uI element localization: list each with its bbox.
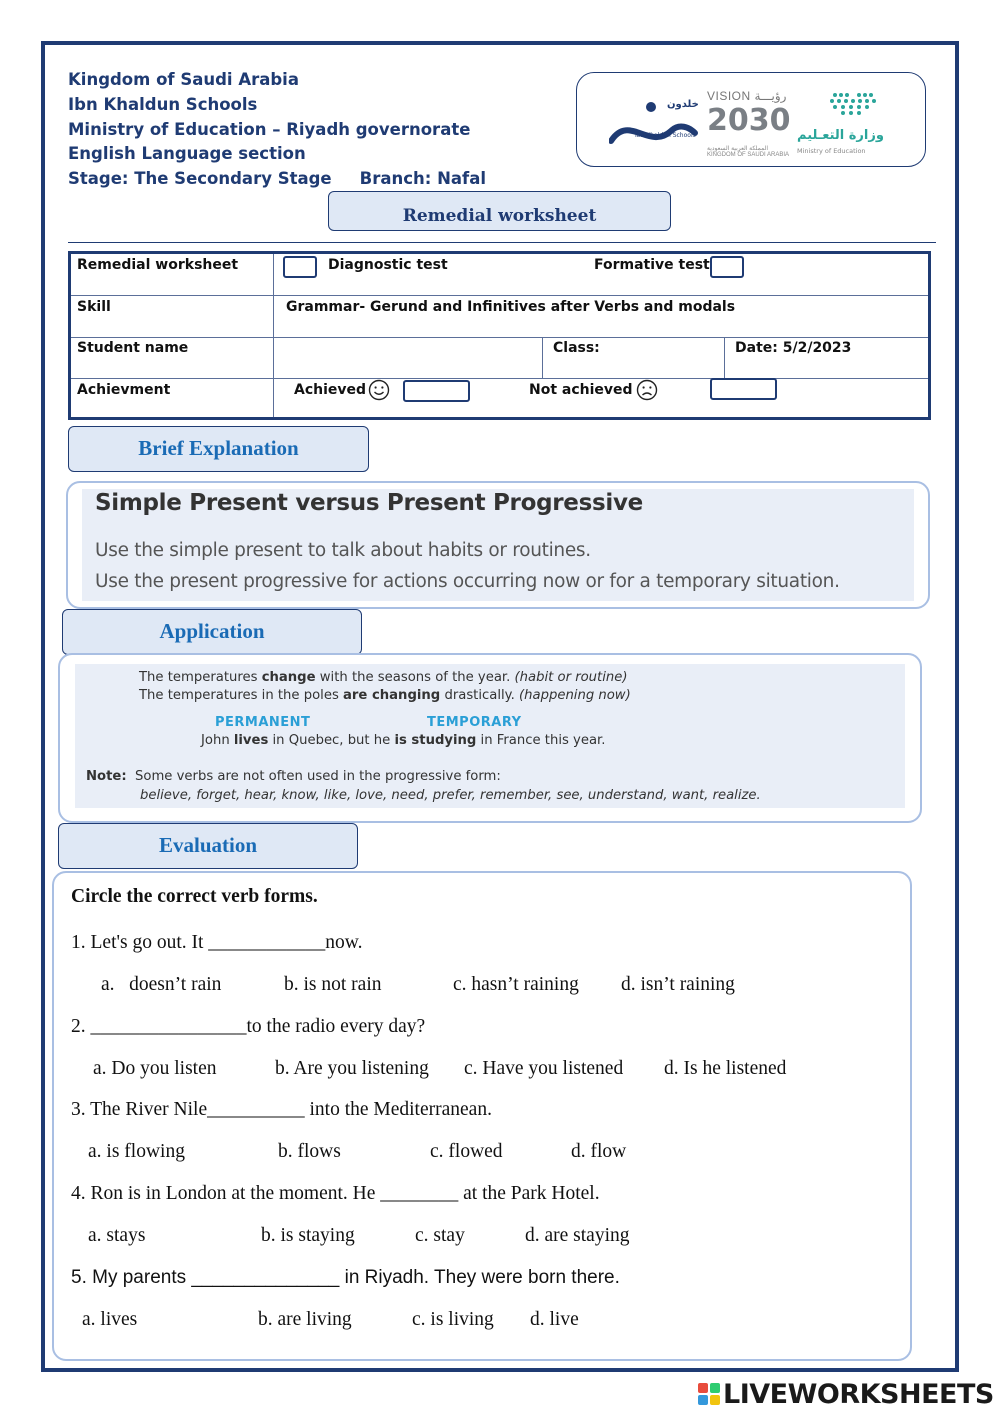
- q1-option-c[interactable]: c. hasn’t raining: [453, 974, 579, 995]
- vision-title: VISION رؤيـــة: [707, 89, 787, 103]
- moe-en: Ministry of Education: [797, 147, 866, 155]
- class-label: Class:: [553, 340, 600, 356]
- q5-option-d[interactable]: d. live: [530, 1309, 579, 1330]
- question-5: 5. My parents ______________ in Riyadh. They were born there.: [71, 1267, 620, 1288]
- application-header: Application: [62, 609, 362, 655]
- table-row-divider: [71, 295, 928, 296]
- q1-option-b[interactable]: b. is not rain: [284, 974, 382, 995]
- stage-text: Stage: The Secondary Stage: [68, 169, 332, 189]
- not-achieved-label: Not achieved: [529, 382, 633, 398]
- q4-option-b[interactable]: b. is staying: [261, 1225, 355, 1246]
- vision-2030-logo: [707, 89, 797, 158]
- label-temporary: TEMPORARY: [427, 715, 522, 730]
- row-label-student: Student name: [77, 340, 189, 356]
- q5-option-a[interactable]: a. lives: [82, 1309, 138, 1330]
- label-permanent: PERMANENT: [215, 715, 311, 730]
- branch-text: Branch: Nafal: [359, 169, 487, 189]
- info-table: [68, 251, 931, 420]
- brief-explanation-header: Brief Explanation: [68, 426, 369, 472]
- application-example-3: John lives in Quebec, but he is studying in France this year.: [201, 733, 606, 748]
- q4-option-a[interactable]: a. stays: [88, 1225, 146, 1246]
- logos-panel: [576, 72, 926, 167]
- liveworksheets-brand: LIVEWORKSHEETS: [723, 1378, 994, 1410]
- formative-label: Formative test: [594, 257, 710, 273]
- q5-option-c[interactable]: c. is living: [412, 1309, 494, 1330]
- school-header: [68, 68, 486, 192]
- evaluation-header: Evaluation: [58, 823, 358, 869]
- q4-option-d[interactable]: d. are staying: [525, 1225, 630, 1246]
- ministry-of-education-logo: [795, 87, 905, 157]
- ibn-khaldun-logo-en: Ibn Khaldun Schools: [635, 132, 696, 139]
- liveworksheets-logo[interactable]: [698, 1379, 994, 1409]
- row-label-achievement: Achievment: [77, 382, 171, 398]
- table-col-divider: [273, 254, 274, 417]
- skill-value: Grammar- Gerund and Infinitives after Verbs and modals: [286, 299, 736, 315]
- date-label: Date: 5/2/2023: [735, 340, 852, 356]
- header-separator: [68, 242, 936, 243]
- question-1: 1. Let's go out. It ____________now.: [71, 932, 363, 953]
- mark-square: [698, 1395, 708, 1405]
- q1-option-d[interactable]: d. isn’t raining: [621, 974, 735, 995]
- table-row-divider: [71, 337, 928, 338]
- table-col-divider: [542, 337, 543, 378]
- not-achieved-checkbox[interactable]: [710, 378, 777, 400]
- application-example-1: The temperatures change with the seasons of the year. (habit or routine): [139, 670, 628, 685]
- header-line-school: Ibn Khaldun Schools: [68, 94, 258, 114]
- q2-option-b[interactable]: b. Are you listening: [275, 1058, 429, 1079]
- question-4: 4. Ron is in London at the moment. He ________ at the Park Hotel.: [71, 1183, 600, 1204]
- table-col-divider: [724, 337, 725, 378]
- vision-year: 2030: [707, 103, 791, 138]
- mark-square: [710, 1395, 720, 1405]
- q4-option-c[interactable]: c. stay: [415, 1225, 465, 1246]
- vision-sub: المملكة العربية السعودية KINGDOM OF SAUDI ARABIA: [707, 146, 790, 158]
- diagnostic-checkbox[interactable]: [283, 256, 317, 278]
- question-3: 3. The River Nile__________ into the Mediterranean.: [71, 1099, 492, 1120]
- mark-square: [710, 1383, 720, 1393]
- formative-checkbox[interactable]: [710, 256, 744, 278]
- q2-option-a[interactable]: a. Do you listen: [93, 1058, 217, 1079]
- q3-option-a[interactable]: a. is flowing: [88, 1141, 185, 1162]
- q5-option-b[interactable]: b. are living: [258, 1309, 352, 1330]
- remedial-worksheet-title: Remedial worksheet: [328, 191, 671, 231]
- row-label-skill: Skill: [77, 299, 111, 315]
- header-line-ministry: Ministry of Education – Riyadh governorate: [68, 119, 471, 139]
- diagnostic-label: Diagnostic test: [328, 257, 448, 273]
- application-example-2: The temperatures in the poles are changing drastically. (happening now): [139, 688, 631, 703]
- explanation-line-2: Use the present progressive for actions occurring now or for a temporary situation.: [95, 571, 840, 592]
- q3-option-b[interactable]: b. flows: [278, 1141, 341, 1162]
- row-label-remedial: Remedial worksheet: [77, 257, 239, 273]
- q3-option-c[interactable]: c. flowed: [430, 1141, 503, 1162]
- mark-square: [698, 1383, 708, 1393]
- header-line-stage: [68, 167, 486, 192]
- liveworksheets-mark-icon: [698, 1383, 720, 1405]
- q2-option-d[interactable]: d. Is he listened: [664, 1058, 787, 1079]
- moe-ar: وزارة التعـليم: [797, 128, 884, 143]
- explanation-line-1: Use the simple present to talk about habits or routines.: [95, 540, 591, 561]
- sad-face-icon: [636, 379, 658, 401]
- ibn-khaldun-logo-ar: خلدون: [667, 99, 699, 110]
- achieved-label: Achieved: [294, 382, 367, 398]
- ibn-khaldun-logo: [609, 93, 699, 155]
- question-2: 2. ________________to the radio every day?: [71, 1016, 426, 1037]
- q3-option-d[interactable]: d. flow: [571, 1141, 627, 1162]
- smile-face-icon: [368, 379, 390, 401]
- explanation-title: Simple Present versus Present Progressive: [95, 490, 643, 516]
- application-note: Note: Some verbs are not often used in the progressive form:: [86, 769, 501, 784]
- application-note-verbs: believe, forget, hear, know, like, love, need, prefer, remember, see, understand, want, realize.: [140, 788, 761, 803]
- header-line-section: English Language section: [68, 144, 306, 164]
- q1-option-a[interactable]: a. doesn’t rain: [101, 974, 222, 995]
- evaluation-instruction: Circle the correct verb forms.: [71, 886, 318, 907]
- q2-option-c[interactable]: c. Have you listened: [464, 1058, 624, 1079]
- header-line-kingdom: Kingdom of Saudi Arabia: [68, 70, 299, 89]
- achieved-checkbox[interactable]: [403, 380, 470, 402]
- table-row-divider: [71, 378, 928, 379]
